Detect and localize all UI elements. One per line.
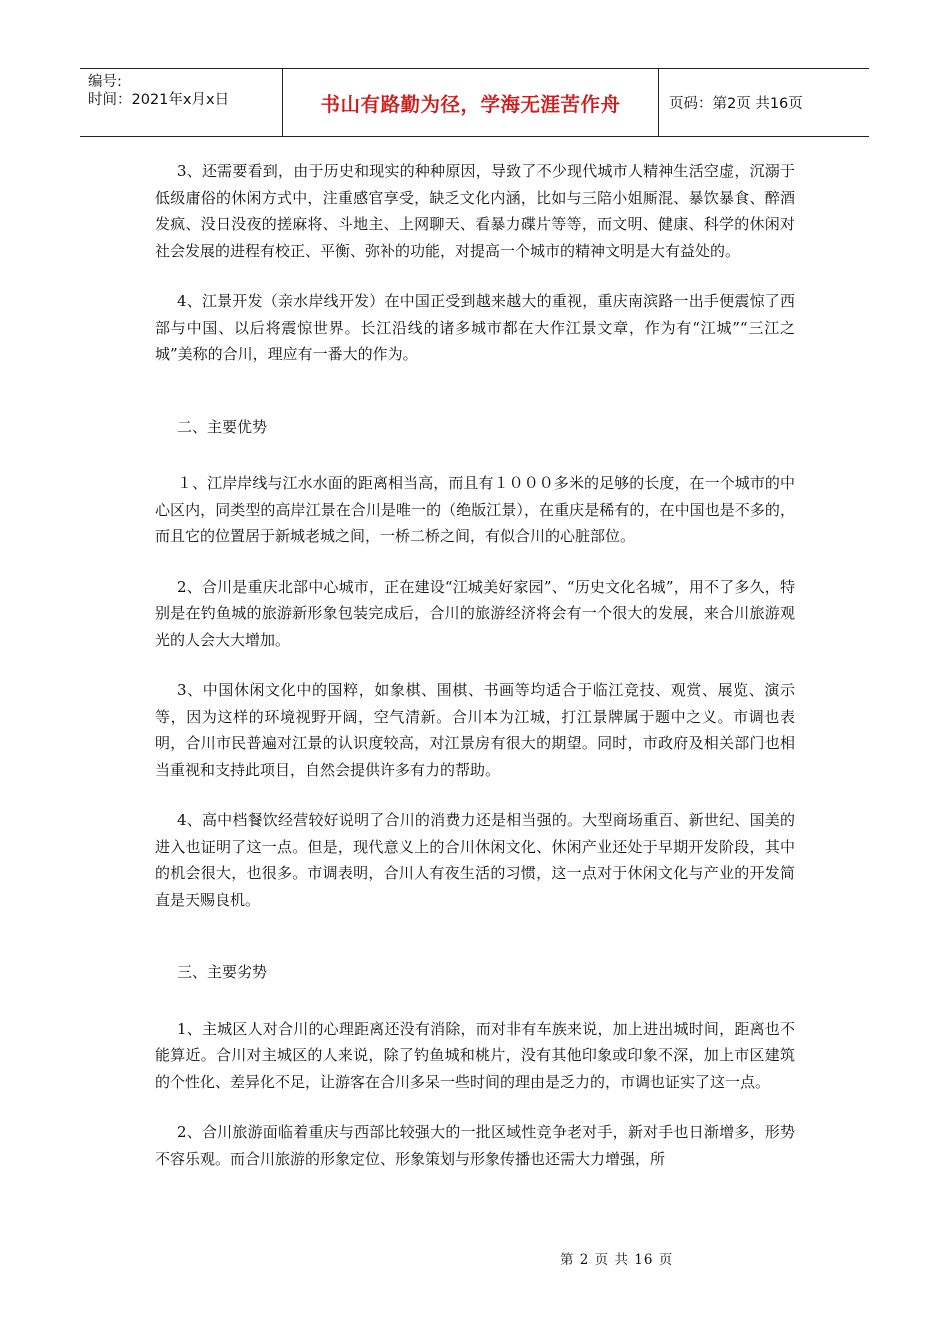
document-header (80, 68, 869, 137)
number-label: 编号: (88, 74, 122, 90)
paragraph: 1、主城区人对合川的心理距离还没有消除，而对非有车族来说，加上进出城时间，距离也不能算近。合川对主城区的人来说，除了钓鱼城和桃片，没有其他印象或印象不深，加上市区建筑的个性化、差异化不足，让游客在合川多呆一些时间的理由是乏力的，市调也证实了这一点。 (155, 1019, 795, 1091)
paragraph: 3、还需要看到，由于历史和现实的种种原因，导致了不少现代城市人精神生活空虚，沉溺于低级庸俗的休闲方式中，注重感官享受，缺乏文化内涵，比如与三陪小姐厮混、暴饮暴食、醉酒发疯、没日没夜的搓麻将、斗地主、上网聊天、看暴力碟片等等，而文明、健康、科学的休闲对社会发展的进程有校正、平衡、弥补的功能，对提高一个城市的精神文明是大有益处的。 (155, 162, 795, 260)
paragraph: 2、合川是重庆北部中心城市，正在建设“江城美好家园”、“历史文化名城”，用不了多久，特别是在钓鱼城的旅游新形象包装完成后，合川的旅游经济将会有一个很大的发展，来合川旅游观光的人会大大增加。 (155, 577, 795, 649)
header-motto: 书山有路勤为径，学海无涯苦作舟 (283, 69, 659, 136)
paragraph: 4、高中档餐饮经营较好说明了合川的消费力还是相当强的。大型商场重百、新世纪、国美的进入也证明了这一点。但是，现代意义上的合川休闲文化、休闲产业还处于早期开发阶段，其中的机会很大，也很多。市调表明，合川人有夜生活的习惯，这一点对于休闲文化与产业的开发简直是天赐良机。 (155, 811, 795, 909)
header-meta (80, 69, 283, 136)
paragraph: 3、中国休闲文化中的国粹，如象棋、围棋、书画等均适合于临江竞技、观赏、展览、演示等，因为这样的环境视野开阔，空气清新。合川本为江城，打江景牌属于题中之义。市调也表明，合川市民普遍对江景的认识度较高，对江景房有很大的期望。同时，市政府及相关部门也相当重视和支持此项目，自然会提供许多有力的帮助。 (155, 681, 795, 779)
document-body (155, 158, 795, 1172)
paragraph: １、江岸岸线与江水水面的距离相当高，而且有１０００多米的足够的长度，在一个城市的中心区内，同类型的高岸江景在合川是唯一的（绝版江景），在重庆是稀有的，在中国也是不多的，而且它的位置居于新城老城之间，一桥二桥之间，有似合川的心脏部位。 (155, 474, 795, 545)
section-heading: 二、主要优势 (177, 417, 268, 436)
paragraph: 2、合川旅游面临着重庆与西部比较强大的一批区域性竞争老对手，新对手也日渐增多，形势不容乐观。而合川旅游的形象定位、形象策划与形象传播也还需大力增强，所 (155, 1123, 795, 1168)
time-label: 时间：2021年x月x日 (88, 92, 230, 108)
page-footer: 第 2 页 共 16 页 (560, 1252, 674, 1268)
paragraph: 4、江景开发（亲水岸线开发）在中国正受到越来越大的重视，重庆南滨路一出手便震惊了西部与中国、以后将震惊世界。长江沿线的诸多城市都在大作江景文章，作为有“江城”“三江之城”美称的合川，理应有一番大的作为。 (155, 292, 795, 363)
header-page-info: 页码：第2页 共16页 (669, 96, 803, 112)
section-heading: 三、主要劣势 (177, 963, 268, 981)
